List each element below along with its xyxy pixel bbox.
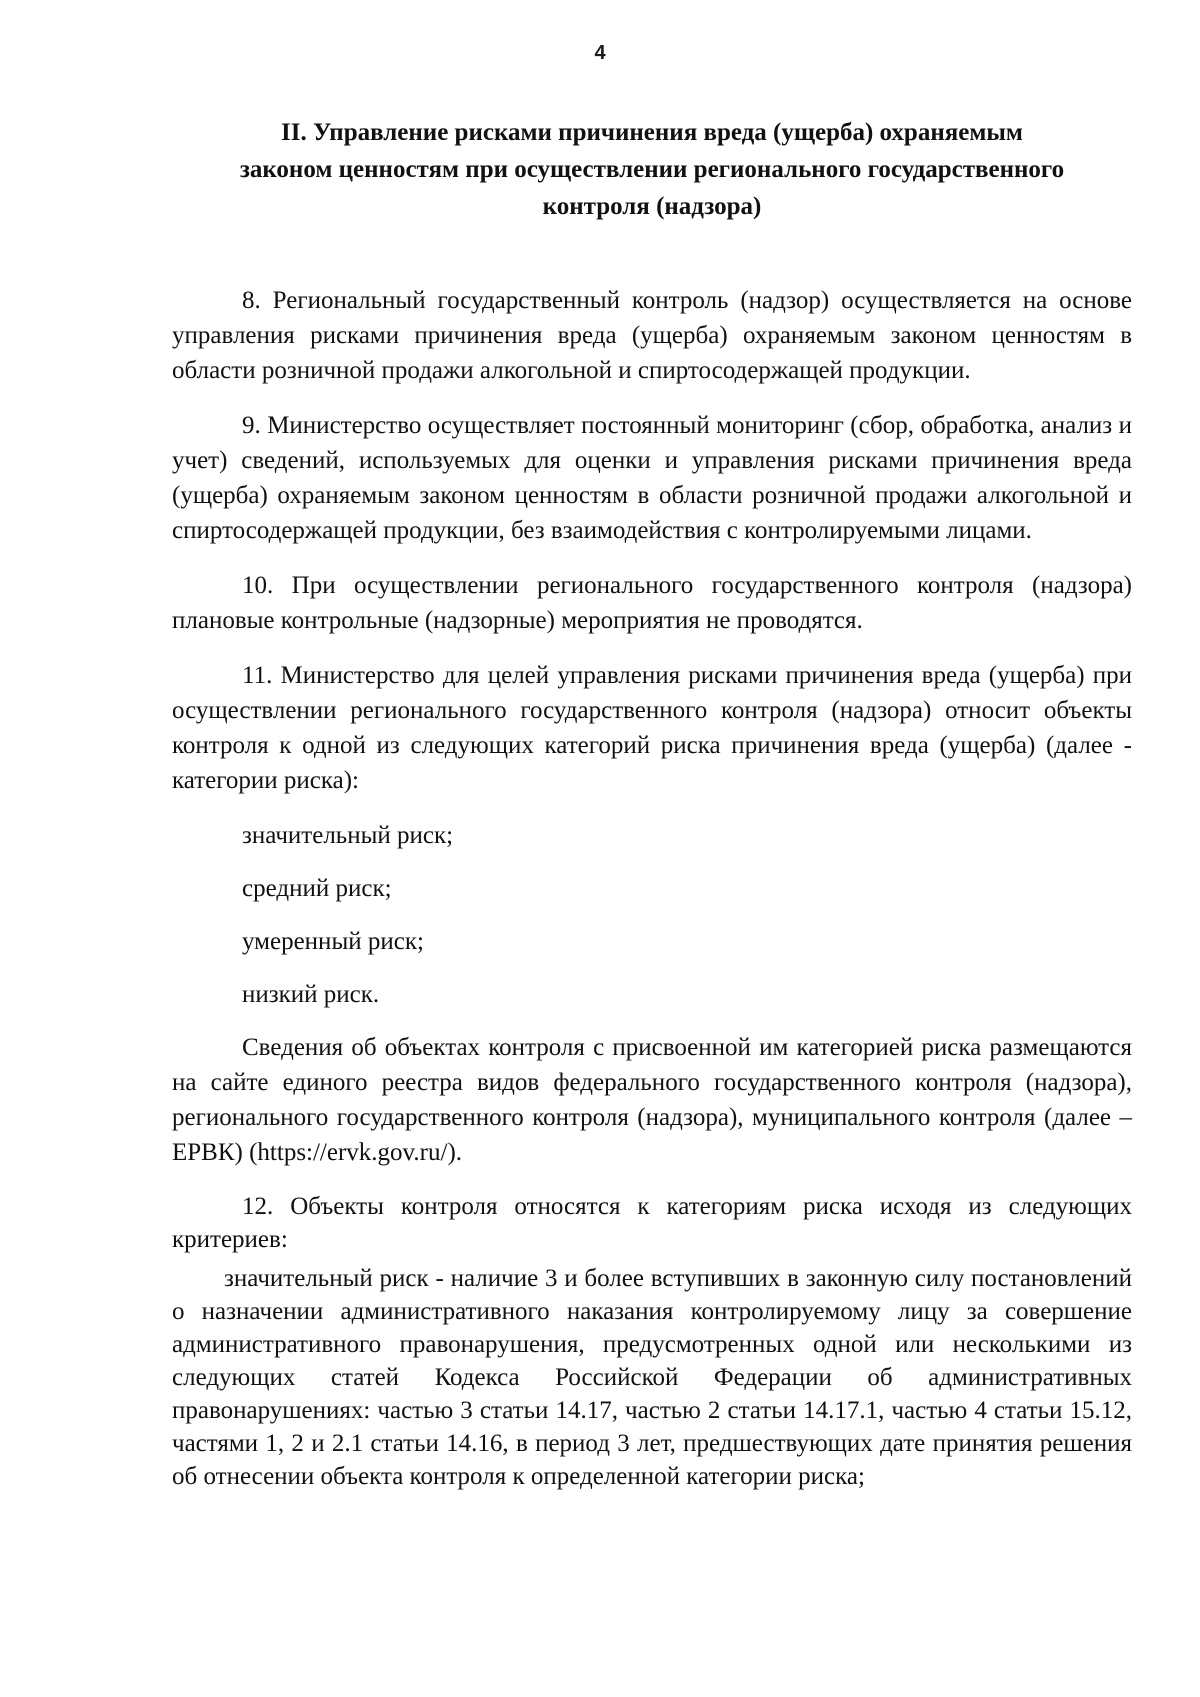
document-body bbox=[172, 283, 1132, 1493]
risk-category-item: низкий риск. bbox=[242, 981, 380, 1008]
paragraph-10: 10. При осуществлении регионального государственного контроля (надзора) плановые контрольные (надзорные) мероприятия не проводятся. bbox=[172, 572, 1132, 634]
paragraph-ervk-info: Сведения об объектах контроля с присвоенной им категорией риска размещаются на сайте единого реестра видов федерального государственного контроля (надзора), регионального государственного контроля (надзора), муниципального контроля (далее – ЕРВК) (https://ervk.gov.ru/). bbox=[172, 1034, 1132, 1166]
section-title bbox=[172, 114, 1132, 225]
risk-category-item: умеренный риск; bbox=[242, 928, 424, 955]
section-title-line: контроля (надзора) bbox=[542, 193, 762, 220]
paragraph-8: 8. Региональный государственный контроль (надзор) осуществляется на основе управления рисками причинения вреда (ущерба) охраняемым законом ценностям в области розничной продажи алкогольной и спиртосодержащей продукции. bbox=[172, 287, 1132, 384]
risk-category-item: средний риск; bbox=[242, 875, 392, 902]
paragraph-11: 11. Министерство для целей управления рисками причинения вреда (ущерба) при осуществлении регионального государственного контроля (надзора) относит объекты контроля к одной из следующих категорий риска причинения вреда (ущерба) (далее - категории риска): bbox=[172, 662, 1132, 794]
paragraph-12-significant-risk: значительный риск - наличие 3 и более вступивших в законную силу постановлений о назначении административного наказания контролируемому лицу за совершение административного правонарушения, предусмотренных одной или несколькими из следующих статей Кодекса Российской Федерации об административных правонарушениях: частью 3 статьи 14.17, частью 2 статьи 14.17.1, частью 4 статьи 15.12, частями 1, 2 и 2.1 статьи 14.16, в период 3 лет, предшествующих дате принятия решения об отнесении объекта контроля к определенной категории риска; bbox=[172, 1265, 1132, 1490]
paragraph-9: 9. Министерство осуществляет постоянный мониторинг (сбор, обработка, анализ и учет) сведений, используемых для оценки и управления рисками причинения вреда (ущерба) охраняемым законом ценностям в области розничной продажи алкогольной и спиртосодержащей продукции, без взаимодействия с контролируемыми лицами. bbox=[172, 412, 1132, 544]
section-title-line: законом ценностям при осуществлении регионального государственного bbox=[239, 156, 1065, 183]
paragraph-12: 12. Объекты контроля относятся к категориям риска исходя из следующих критериев: bbox=[172, 1193, 1132, 1253]
risk-category-item: значительный риск; bbox=[242, 822, 454, 849]
section-title-line: II. Управление рисками причинения вреда (ущерба) охраняемым bbox=[281, 119, 1023, 146]
page-number: 4 bbox=[594, 42, 606, 64]
